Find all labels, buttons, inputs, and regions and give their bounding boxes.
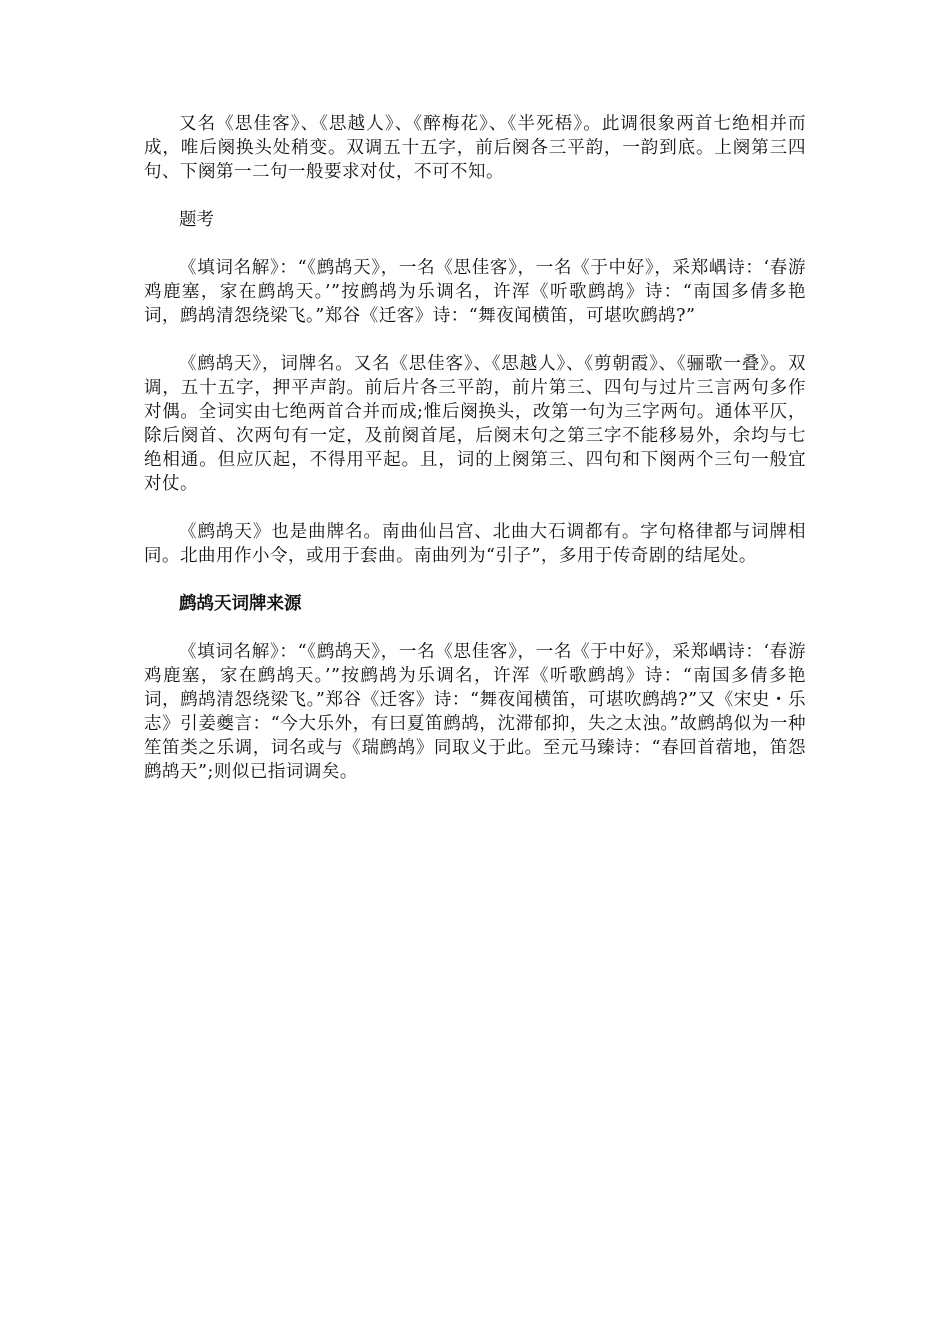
paragraph-cipai: 《鹧鸪天》，词牌名。又名《思佳客》、《思越人》、《剪朝霞》、《骊歌一叠》。双调，五十五字，押平声韵。前后片各三平韵，前片第三、四句与过片三言两句多作对偶。全词实由七绝两首合并而成;惟后阕换头，改第一句为三字两句。通体平仄，除后阕首、次两句有一定，及前阕首尾，后阕末句之第三字不能移易外，余均与七绝相通。但应仄起，不得用平起。且，词的上阕第三、四句和下阕两个三句一般宜对仗。 (144, 354, 806, 494)
paragraph-origin: 《填词名解》：“《鹧鸪天》，一名《思佳客》，一名《于中好》，采郑嵎诗：‘春游鸡鹿塞，家在鹧鸪天。’”按鹧鸪为乐调名，许浑《听歌鹧鸪》诗：“南国多倩多艳词，鹧鸪清怨绕梁飞。”郑谷《迁客》诗：“舞夜闻横笛，可堪吹鹧鸪?”又《宋史・乐志》引姜夔言：“今大乐外，有曰夏笛鹧鸪，沈滞郁抑，失之太浊。”故鹧鸪似为一种笙笛类之乐调，词名或与《瑞鹧鸪》同取义于此。至元马臻诗：“春回首蓿地，笛怨鹧鸪天”;则似已指词调矣。 (144, 642, 806, 782)
paragraph-tiankao: 《填词名解》：“《鹧鸪天》，一名《思佳客》，一名《于中好》，采郑嵎诗：‘春游鸡鹿塞，家在鹧鸪天。’”按鹧鸪为乐调名，许浑《听歌鹧鸪》诗：“南国多倩多艳词，鹧鸪清怨绕梁飞。”郑谷《迁客》诗：“舞夜闻横笛，可堪吹鹧鸪?” (144, 258, 806, 326)
paragraph-qupai: 《鹧鸪天》也是曲牌名。南曲仙吕宫、北曲大石调都有。字句格律都与词牌相同。北曲用作小令，或用于套曲。南曲列为“引子”，多用于传奇剧的结尾处。 (144, 522, 806, 566)
section-heading: 鹧鸪天词牌来源 (179, 594, 302, 614)
intro-paragraph: 又名《思佳客》、《思越人》、《醉梅花》、《半死梧》。此调很象两首七绝相并而成，唯后阕换头处稍变。双调五十五字，前后阕各三平韵，一韵到底。上阕第三四句、下阕第一二句一般要求对仗，不可不知。 (144, 114, 806, 182)
document-page (144, 112, 806, 808)
section-label: 题考 (179, 210, 214, 230)
